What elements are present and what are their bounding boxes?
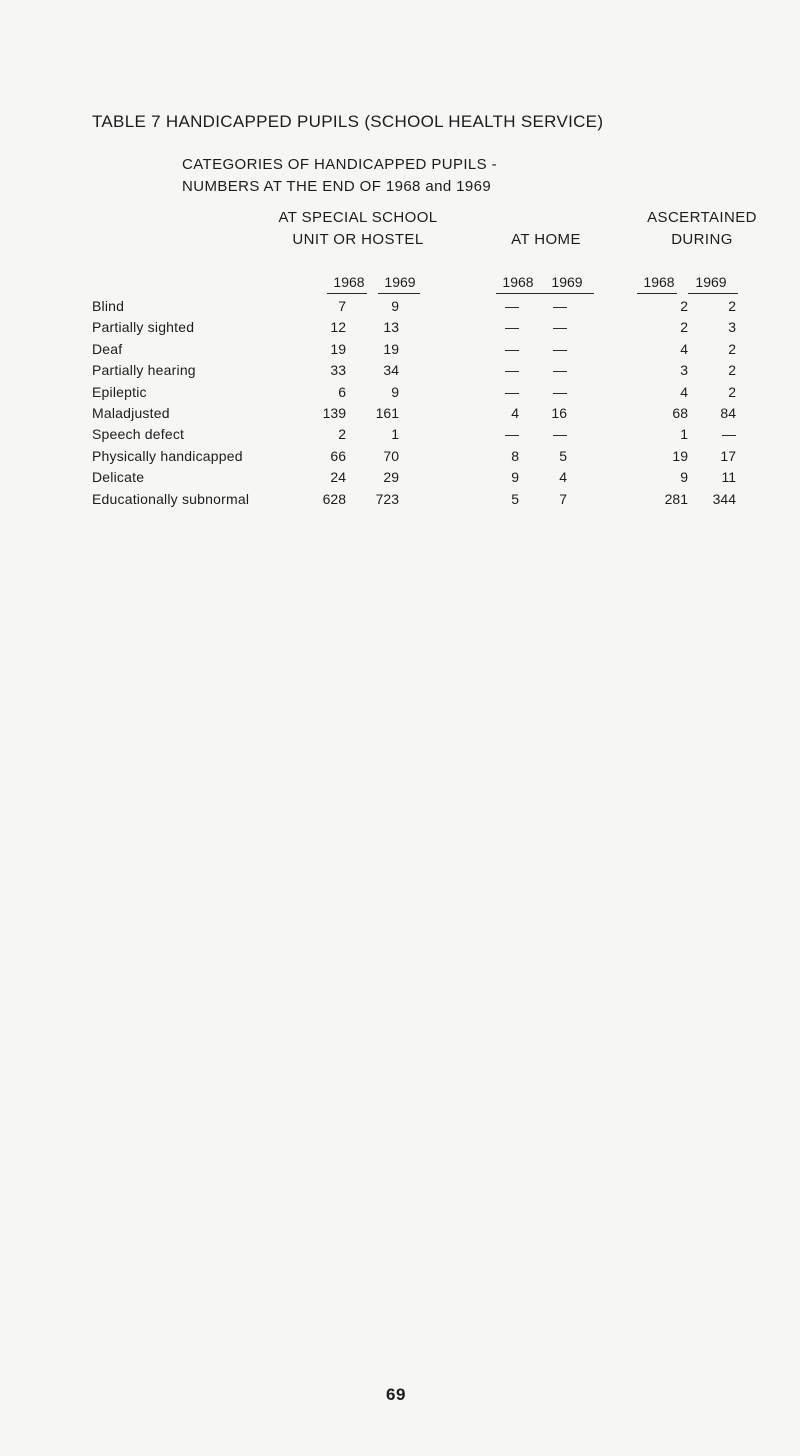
column-group-special-school	[236, 207, 480, 251]
table-cell: —	[553, 426, 567, 443]
table-cell: 2	[728, 362, 736, 379]
table-row	[0, 339, 736, 360]
table-row	[0, 296, 736, 317]
header-underline	[496, 293, 594, 294]
table-cell: 19	[383, 340, 399, 357]
table-cell: —	[505, 319, 519, 336]
table-cell: 4	[680, 340, 688, 357]
table-cell: 9	[511, 469, 519, 486]
page-number: 69	[386, 1385, 406, 1404]
table-cell: —	[553, 298, 567, 314]
table-row	[0, 317, 736, 338]
column-group-ascertained-line-1: ASCERTAINED	[647, 209, 757, 226]
year-header: 1969	[551, 274, 583, 290]
year-header: 1968	[643, 274, 675, 290]
table-cell: —	[553, 362, 567, 379]
table-cell: 13	[383, 319, 399, 336]
column-group-at-home	[476, 229, 616, 251]
table-cell: 139	[322, 405, 346, 422]
table-cell: 3	[680, 362, 688, 379]
table-cell: 19	[330, 340, 346, 357]
table-cell: 66	[330, 447, 346, 464]
table-cell: 34	[383, 362, 399, 379]
row-label: Deaf	[92, 340, 123, 357]
table-cell: —	[553, 319, 567, 336]
table-cell: 9	[391, 383, 399, 400]
table-cell: 5	[559, 447, 567, 464]
table-cell: 3	[728, 319, 736, 336]
table-row	[0, 424, 736, 445]
table-cell: 2	[680, 319, 688, 336]
table-cell: 4	[559, 469, 567, 486]
table-cell: 628	[322, 490, 346, 507]
table-cell: 161	[375, 405, 399, 422]
row-label: Blind	[92, 298, 125, 314]
table-cell: 281	[664, 490, 688, 507]
header-underline	[378, 293, 420, 294]
column-group-special-school-line-2: UNIT OR HOSTEL	[292, 231, 424, 248]
table-cell: 29	[383, 469, 399, 486]
row-label: Partially sighted	[92, 319, 195, 336]
table-cell: 2	[728, 298, 736, 314]
table-row	[0, 446, 736, 467]
row-label: Educationally subnormal	[92, 490, 250, 507]
table-cell: 4	[511, 405, 519, 422]
table-cell: 2	[728, 340, 736, 357]
header-underline	[637, 293, 677, 294]
table-subtitle-line-2: NUMBERS AT THE END OF 1968 and 1969	[182, 178, 492, 195]
table-cell: 9	[680, 469, 688, 486]
table-cell: 84	[720, 405, 736, 422]
table-row	[0, 403, 736, 424]
year-header: 1968	[502, 274, 534, 290]
header-underline	[688, 293, 738, 294]
table-cell: —	[553, 340, 567, 357]
table-cell: —	[553, 383, 567, 400]
table-cell: 8	[511, 447, 519, 464]
table-cell: 19	[672, 447, 688, 464]
table-cell: 16	[551, 405, 567, 422]
row-label: Delicate	[92, 469, 145, 486]
handicapped-pupils-table	[0, 296, 736, 510]
column-group-ascertained	[604, 207, 800, 251]
table-cell: —	[722, 426, 736, 443]
table-cell: 1	[680, 426, 688, 443]
table-cell: 17	[720, 447, 736, 464]
table-cell: 11	[721, 469, 736, 486]
table-cell: 33	[330, 362, 346, 379]
table-cell: —	[505, 383, 519, 400]
table-cell: 6	[338, 383, 346, 400]
table-cell: —	[505, 362, 519, 379]
table-cell: 5	[511, 490, 519, 507]
table-cell: 723	[375, 490, 399, 507]
header-underline	[327, 293, 367, 294]
table-cell: 7	[559, 490, 567, 507]
table-cell: —	[505, 298, 519, 314]
table-cell: —	[505, 426, 519, 443]
year-header: 1969	[384, 274, 416, 290]
year-header: 1968	[333, 274, 365, 290]
year-header: 1969	[695, 274, 727, 290]
row-label: Physically handicapped	[92, 447, 243, 464]
column-group-special-school-line-1: AT SPECIAL SCHOOL	[278, 209, 438, 226]
row-label: Epileptic	[92, 383, 147, 400]
table-row	[0, 467, 736, 488]
table-cell: 2	[680, 298, 688, 314]
table-cell: 12	[330, 319, 346, 336]
row-label: Partially hearing	[92, 362, 196, 379]
table-cell: 70	[383, 447, 399, 464]
table-row	[0, 489, 736, 510]
table-cell: 68	[672, 405, 688, 422]
table-cell: 2	[728, 383, 736, 400]
table-subtitle-line-1: CATEGORIES OF HANDICAPPED PUPILS -	[182, 156, 498, 173]
table-cell: 1	[391, 426, 399, 443]
column-group-at-home-label: AT HOME	[511, 231, 581, 248]
table-cell: 9	[391, 298, 399, 314]
table-cell: 344	[712, 490, 736, 507]
row-label: Maladjusted	[92, 405, 170, 422]
table-cell: 7	[338, 298, 346, 314]
table-cell: 2	[338, 426, 346, 443]
row-label: Speech defect	[92, 426, 185, 443]
table-row	[0, 360, 736, 381]
table-cell: 4	[680, 383, 688, 400]
table-cell: 24	[330, 469, 346, 486]
table-row	[0, 382, 736, 403]
column-group-ascertained-line-2: DURING	[671, 231, 733, 248]
table-cell: —	[505, 340, 519, 357]
table-title: TABLE 7 HANDICAPPED PUPILS (SCHOOL HEALTH SERVICE)	[92, 112, 604, 131]
